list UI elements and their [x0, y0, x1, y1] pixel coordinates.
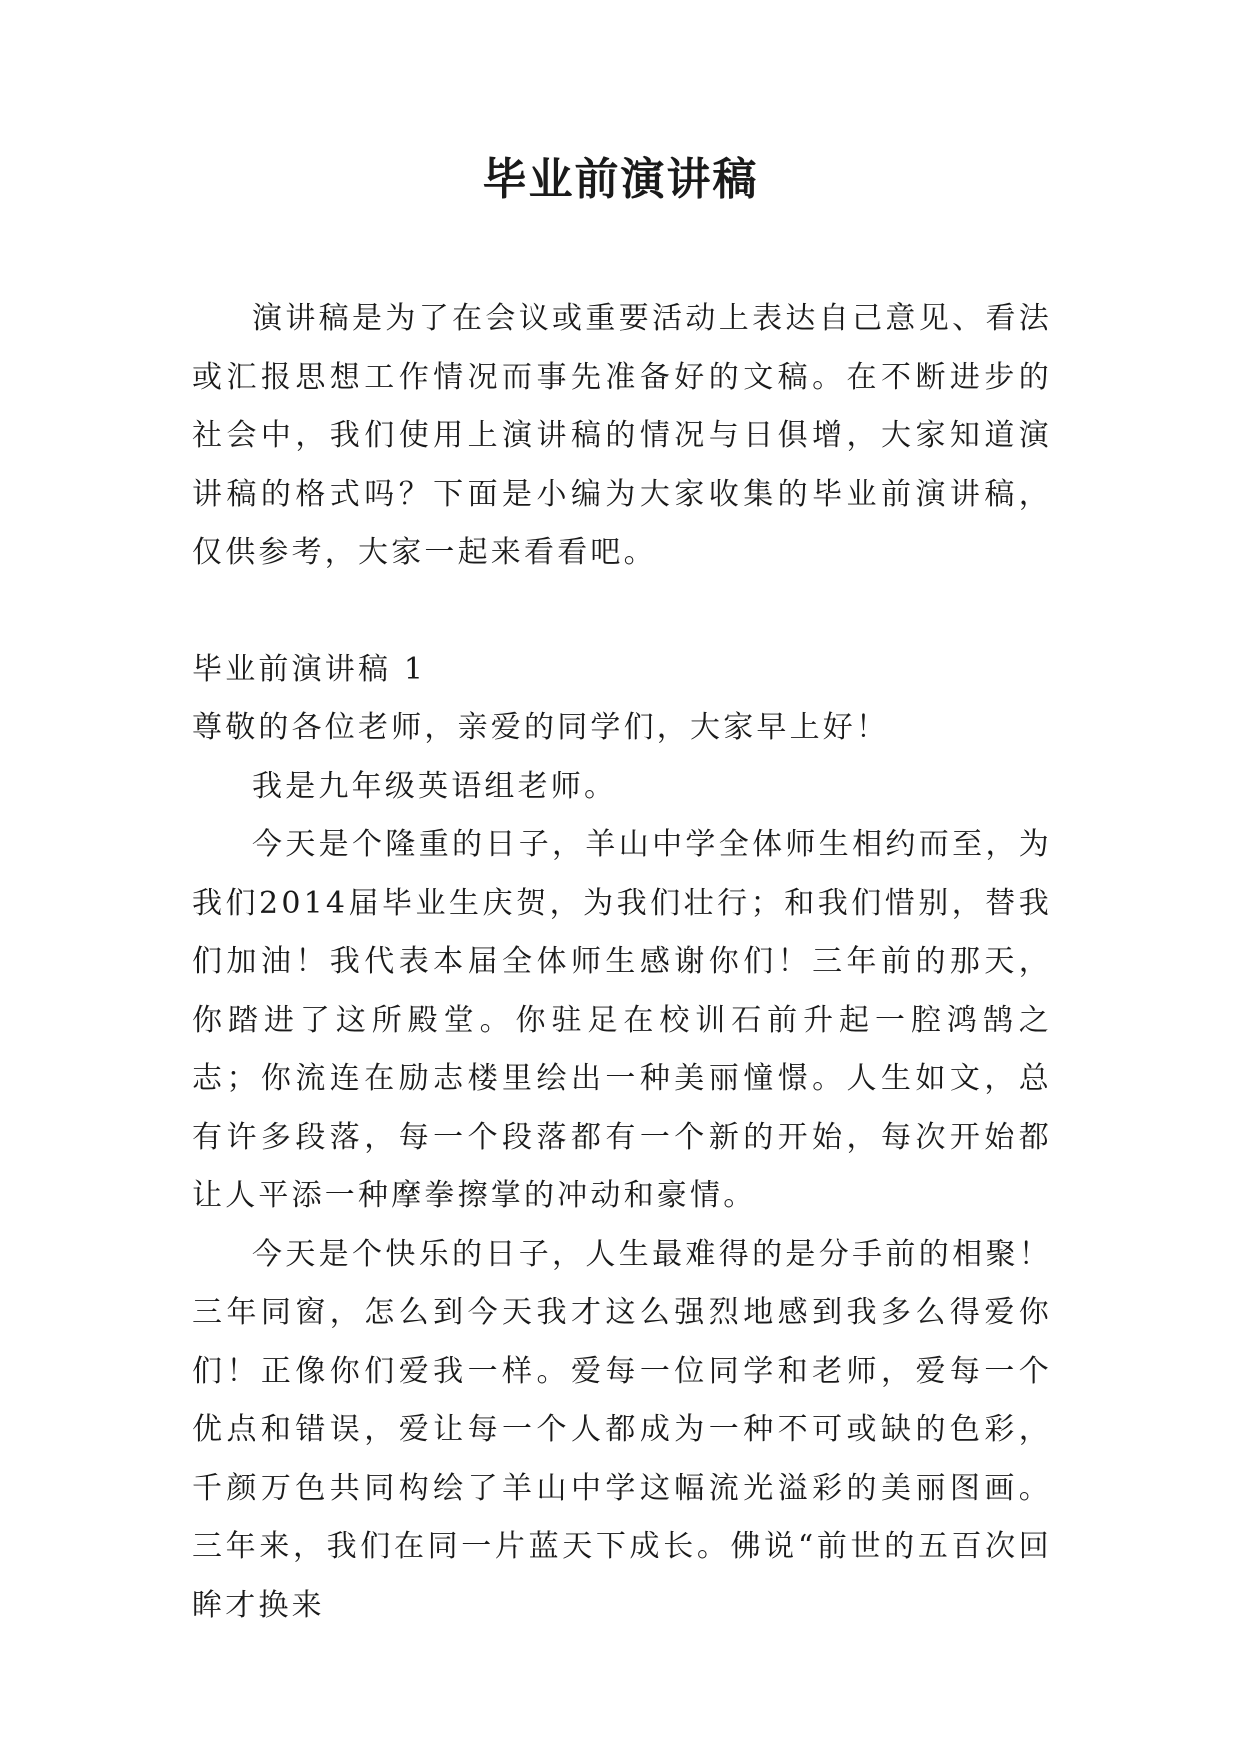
speech-paragraph-1: 我是九年级英语组老师。 [252, 768, 618, 804]
document-body [192, 290, 1052, 1635]
speech-paragraph-2: 今天是个隆重的日子，羊山中学全体师生相约而至，为我们2014届毕业生庆贺，为我们壮行；和我们惜别，替我们加油！我代表本届全体师生感谢你们！三年前的那天，你踏进了这所殿堂。你驻足在校训石前升起一腔鸿鹄之志；你流连在励志楼里绘出一种美丽憧憬。人生如文，总有许多段落，每一个段落都有一个新的开始，每次开始都让人平添一种摩拳擦掌的冲动和豪情。 [192, 827, 1052, 1213]
speech-paragraph-3: 今天是个快乐的日子，人生最难得的是分手前的相聚！三年同窗，怎么到今天我才这么强烈地感到我多么得爱你们！正像你们爱我一样。爱每一位同学和老师，爱每一个优点和错误，爱让每一个人都成为一种不可或缺的色彩，千颜万色共同构绘了羊山中学这幅流光溢彩的美丽图画。三年来，我们在同一片蓝天下成长。佛说“前世的五百次回眸才换来 [192, 1236, 1052, 1623]
intro-paragraph: 演讲稿是为了在会议或重要活动上表达自己意见、看法或汇报思想工作情况而事先准备好的文稿。在不断进步的社会中，我们使用上演讲稿的情况与日俱增，大家知道演讲稿的格式吗？下面是小编为大家收集的毕业前演讲稿，仅供参考，大家一起来看看吧。 [192, 301, 1052, 570]
paragraph-spacer [192, 583, 1052, 641]
document-title: 毕业前演讲稿 [482, 154, 759, 205]
section-heading: 毕业前演讲稿 1 [192, 651, 427, 687]
greeting-line: 尊敬的各位老师，亲爱的同学们，大家早上好！ [192, 710, 890, 745]
